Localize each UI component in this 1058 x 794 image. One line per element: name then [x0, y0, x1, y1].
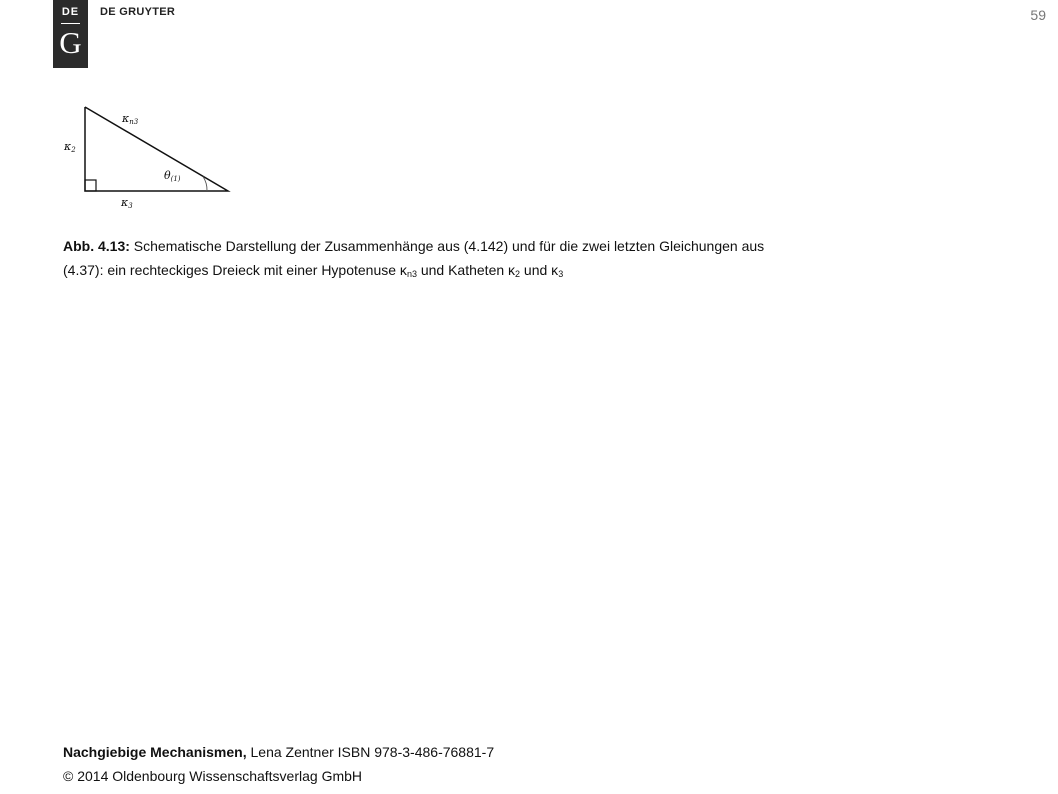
figure-caption: [63, 234, 903, 282]
footer-line-1: [63, 740, 494, 764]
page-number: 59: [1030, 7, 1046, 23]
copyright-line: © 2014 Oldenbourg Wissenschaftsverlag GmbH: [63, 768, 363, 784]
horizontal-leg-label: κ3: [121, 196, 133, 210]
caption-text-4: und κ: [520, 262, 559, 278]
book-info: Lena Zentner ISBN 978-3-486-76881-7: [246, 744, 495, 760]
angle-label-sub: (1): [170, 175, 181, 183]
triangle-diagram: [55, 100, 255, 215]
caption-sub-3: 3: [558, 269, 564, 279]
right-angle-marker: [85, 180, 96, 191]
logo-g-text: G: [59, 25, 82, 60]
caption-label: Abb. 4.13:: [63, 238, 130, 254]
caption-sub-2: 2: [515, 269, 521, 279]
hypotenuse-label: κn3: [122, 112, 139, 126]
right-triangle-figure: [55, 100, 255, 215]
caption-line-2: [63, 258, 903, 282]
book-title: Nachgiebige Mechanismen,: [63, 744, 247, 760]
caption-line-1: [63, 234, 903, 258]
logo-divider: [61, 23, 80, 24]
caption-text-2: (4.37): ein rechteckiges Dreieck mit einer Hypotenuse κ: [63, 262, 407, 278]
triangle-outline: [85, 107, 228, 191]
de-gruyter-logo: [53, 0, 88, 68]
caption-text-1: Schematische Darstellung der Zusammenhänge aus (4.142) und für die zwei letzten Gleichungen aus: [129, 238, 765, 254]
book-footer: [63, 740, 494, 788]
caption-sub-n3: n3: [406, 269, 417, 279]
caption-text-3: und Katheten κ: [416, 262, 516, 278]
vertical-leg-label: κ2: [64, 140, 76, 154]
horizontal-leg-label-sub: 3: [128, 202, 133, 210]
logo-de-text: DE: [61, 6, 80, 18]
angle-label: θ(1): [164, 169, 181, 183]
hypotenuse-label-sub: n3: [129, 118, 139, 126]
vertical-leg-label-sub: 2: [71, 146, 76, 154]
publisher-name: DE GRUYTER: [100, 6, 176, 18]
